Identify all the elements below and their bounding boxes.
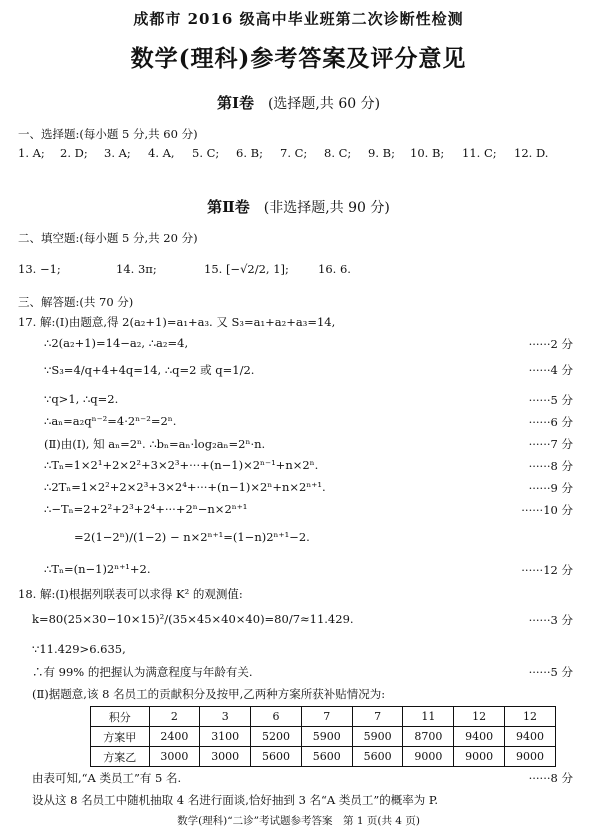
solution-text: k=80(25×30−10×15)²/(35×45×40×40)=80/7≈11.429. [32, 612, 354, 626]
score-marker: ······5 分 [528, 665, 573, 679]
table-cell: 5600 [301, 747, 352, 767]
q18-line [0, 612, 597, 632]
solution-text: ∴2(a₂+1)=14−a₂, ∴a₂=4, [44, 336, 189, 350]
table-row [91, 747, 556, 767]
choice-answer: 5. C; [192, 146, 220, 160]
table-cell: 积分 [91, 707, 150, 727]
choice-answer: 11. C; [462, 146, 497, 160]
score-marker: ······10 分 [521, 503, 573, 517]
table-cell: 5600 [251, 747, 302, 767]
q17-line [0, 502, 597, 522]
solution-text: ∴Tₙ=(n−1)2ⁿ⁺¹+2. [44, 562, 151, 576]
table-cell: 3100 [200, 727, 251, 747]
table-cell: 8700 [403, 727, 454, 747]
table-cell: 7 [352, 707, 403, 727]
table-cell: 3 [200, 707, 251, 727]
solution-text: ∵q>1, ∴q=2. [44, 392, 119, 406]
page-title: 数学(理科)参考答案及评分意见 [130, 45, 467, 72]
table-cell: 6 [251, 707, 302, 727]
score-marker: ······6 分 [528, 415, 573, 429]
table-cell: 5900 [352, 727, 403, 747]
choice-answer: 6. B; [236, 146, 263, 160]
part1-label: 第Ⅰ卷 [216, 94, 254, 112]
choice-answer: 3. A; [104, 146, 131, 160]
part2-desc: (非选择题,共 90 分) [263, 200, 390, 216]
solution-text: 18. 解:(Ⅰ)根据列联表可以求得 K² 的观测值: [18, 587, 243, 601]
solution-text: ∴−Tₙ=2+2²+2³+2⁴+···+2ⁿ−n×2ⁿ⁺¹ [44, 502, 248, 516]
table-cell: 方案甲 [91, 727, 150, 747]
fill-answer: 15. [−√2/2, 1]; [204, 262, 289, 276]
score-marker: ······9 分 [528, 481, 573, 495]
q18-line [0, 686, 597, 706]
choice-answer: 9. B; [368, 146, 395, 160]
table-cell: 9400 [454, 727, 505, 747]
choice-answer: 1. A; [18, 146, 45, 160]
solution-text: 由表可知,“A 类员工”有 5 名. [32, 771, 182, 785]
q18-line [0, 642, 597, 662]
q17-line [0, 314, 597, 334]
table-row [91, 727, 556, 747]
score-marker: ······7 分 [528, 437, 573, 451]
q17-line [0, 414, 597, 434]
table-cell: 5900 [301, 727, 352, 747]
q17-line [0, 562, 597, 582]
table-cell: 5600 [352, 747, 403, 767]
q18-line [0, 586, 597, 606]
table-cell: 9400 [505, 727, 556, 747]
q17-line [0, 530, 597, 550]
q17-line [0, 362, 597, 382]
score-marker: ······2 分 [528, 337, 573, 351]
fill-answers-row [0, 262, 597, 282]
choice-answers-row [0, 146, 597, 166]
table-cell: 3000 [200, 747, 251, 767]
solution-text: =2(1−2ⁿ)/(1−2) − n×2ⁿ⁺¹=(1−n)2ⁿ⁺¹−2. [74, 530, 310, 544]
score-marker: ······12 分 [521, 563, 573, 577]
exam-subtitle: 成都市 2016 级高中毕业班第二次诊断性检测 [133, 10, 464, 28]
solution-text: ∴Tₙ=1×2¹+2×2²+3×2³+···+(n−1)×2ⁿ⁻¹+n×2ⁿ. [44, 458, 319, 472]
choice-answer: 8. C; [324, 146, 352, 160]
score-marker: ······8 分 [528, 771, 573, 785]
part2-label: 第Ⅱ卷 [207, 198, 250, 216]
score-marker: ······5 分 [528, 393, 573, 407]
table-cell: 12 [454, 707, 505, 727]
score-marker: ······8 分 [528, 459, 573, 473]
fill-answer: 16. 6. [318, 262, 351, 276]
table-cell: 方案乙 [91, 747, 150, 767]
solution-text: ∵S₃=4/q+4+4q=14, ∴q=2 或 q=1/2. [44, 363, 255, 377]
fill-answer: 14. 3π; [116, 262, 157, 276]
solution-text: 17. 解:(Ⅰ)由题意,得 2(a₂+1)=a₁+a₃. 又 S₃=a₁+a₂+a₃=14, [18, 315, 336, 329]
choice-answer: 10. B; [410, 146, 445, 160]
page-footer: 数学(理科)“二诊”考试题参考答案 第 1 页(共 4 页) [177, 815, 420, 827]
q18-line [0, 792, 597, 812]
q17-line [0, 458, 597, 478]
solution-text: (Ⅱ)据题意,该 8 名员工的贡献积分及按甲,乙两种方案所获补贴情况为: [32, 687, 386, 701]
part1-heading [0, 92, 597, 113]
choice-answer: 2. D; [60, 146, 88, 160]
table-row [91, 707, 556, 727]
table-cell: 9000 [403, 747, 454, 767]
table-cell: 11 [403, 707, 454, 727]
fill-section-title: 二、填空题:(每小题 5 分,共 20 分) [18, 231, 198, 245]
solution-text: (Ⅱ)由(Ⅰ), 知 aₙ=2ⁿ. ∴bₙ=aₙ·log₂aₙ=2ⁿ·n. [44, 437, 266, 451]
q17-line [0, 392, 597, 412]
score-marker: ······4 分 [528, 363, 573, 377]
solution-text: ∴2Tₙ=1×2²+2×2³+3×2⁴+···+(n−1)×2ⁿ+n×2ⁿ⁺¹. [44, 480, 326, 494]
choice-section-title: 一、选择题:(每小题 5 分,共 60 分) [18, 127, 198, 141]
solution-text: ∴aₙ=a₂qⁿ⁻²=4·2ⁿ⁻²=2ⁿ. [44, 414, 177, 428]
part2-heading [0, 196, 597, 217]
choice-answer: 7. C; [280, 146, 308, 160]
q17-line [0, 436, 597, 456]
table-cell: 9000 [454, 747, 505, 767]
table-cell: 2400 [149, 727, 200, 747]
score-marker: ······3 分 [528, 613, 573, 627]
q17-line [0, 336, 597, 356]
solution-text: ∵11.429>6.635, [32, 642, 126, 656]
choice-answer: 4. A, [148, 146, 175, 160]
solution-text: ∴有 99% 的把握认为满意程度与年龄有关. [32, 665, 253, 679]
table-cell: 5200 [251, 727, 302, 747]
q18-line [0, 664, 597, 684]
solve-section-title: 三、解答题:(共 70 分) [18, 295, 134, 309]
q18-line [0, 770, 597, 790]
fill-answer: 13. −1; [18, 262, 61, 276]
table-cell: 9000 [505, 747, 556, 767]
table-cell: 7 [301, 707, 352, 727]
q17-line [0, 480, 597, 500]
subsidy-table [90, 706, 556, 767]
part1-desc: (选择题,共 60 分) [267, 96, 381, 112]
solution-text: 设从这 8 名员工中随机抽取 4 名进行面谈,恰好抽到 3 名“A 类员工”的概率为 P. [32, 793, 438, 807]
table-cell: 3000 [149, 747, 200, 767]
choice-answer: 12. D. [514, 146, 549, 160]
table-cell: 12 [505, 707, 556, 727]
table-cell: 2 [149, 707, 200, 727]
